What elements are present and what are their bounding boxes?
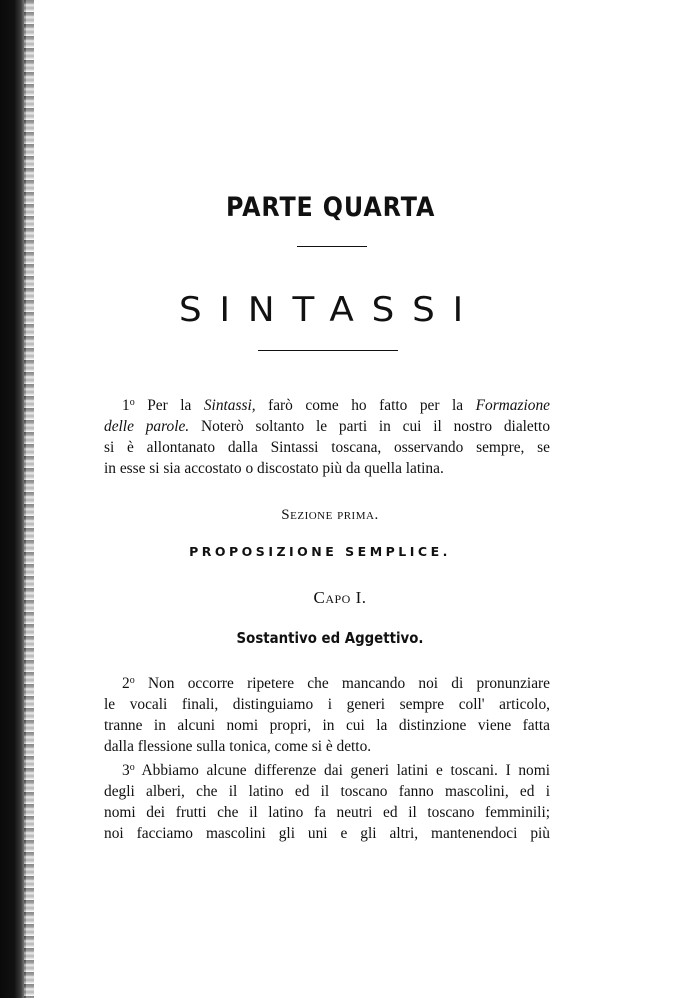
paragraph-3-line-2: degli alberi, che il latino ed il toscano fanno mascolini, ed i [104,783,550,800]
paragraph-3-line-3: nomi dei frutti che il latino fa neutri ed il toscano femminili; [104,804,550,821]
title-rule-short [297,246,367,247]
paragraph-1-line-4: in esse si sia accostato o discostato più da quella latina. [104,460,444,477]
part-title: PARTE QUARTA [225,192,436,223]
paragraph-1-line-1: 1$^o$ Per la Sintassi, farò come ho fatto per la Formazione [122,397,550,414]
paragraph-2-line-2: le vocali finali, distinguiamo i generi sempre coll' articolo, [104,696,550,713]
paragraph-3-line-4: noi facciamo mascolini gli uni e gli altri, mantenendoci più [104,825,550,842]
paragraph-2 [104,670,550,844]
paragraph-2-line-1: 2$^o$ Non occorre ripetere che mancando noi di pronunziare [122,675,550,692]
paragraph-1 [104,392,550,479]
main-title: SINTASSI [178,290,482,330]
paragraph-2-line-4: dalla flessione sulla tonica, come si è detto. [104,738,372,755]
paragraph-1-line-2: delle parole. Noterò soltanto le parti in cui il nostro dialetto [104,418,551,435]
chapter-label: Capo I. [313,588,367,607]
title-rule-long [258,350,398,351]
heading-label: Sostantivo ed Aggettivo. [236,629,424,647]
paragraph-2-line-3: tranne in alcuni nomi propri, in cui la distinzione viene fatta [104,717,550,734]
paragraph-3-line-1: 3$^o$ Abbiamo alcune differenze dai generi latini e toscani. I nomi [122,762,550,779]
paragraph-1-line-3: si è allontanato dalla Sintassi toscana, osservando sempre, se [104,439,550,456]
section-label: Sezione prima. [281,507,379,523]
subsection-label: PROPOSIZIONE SEMPLICE. [189,544,451,559]
